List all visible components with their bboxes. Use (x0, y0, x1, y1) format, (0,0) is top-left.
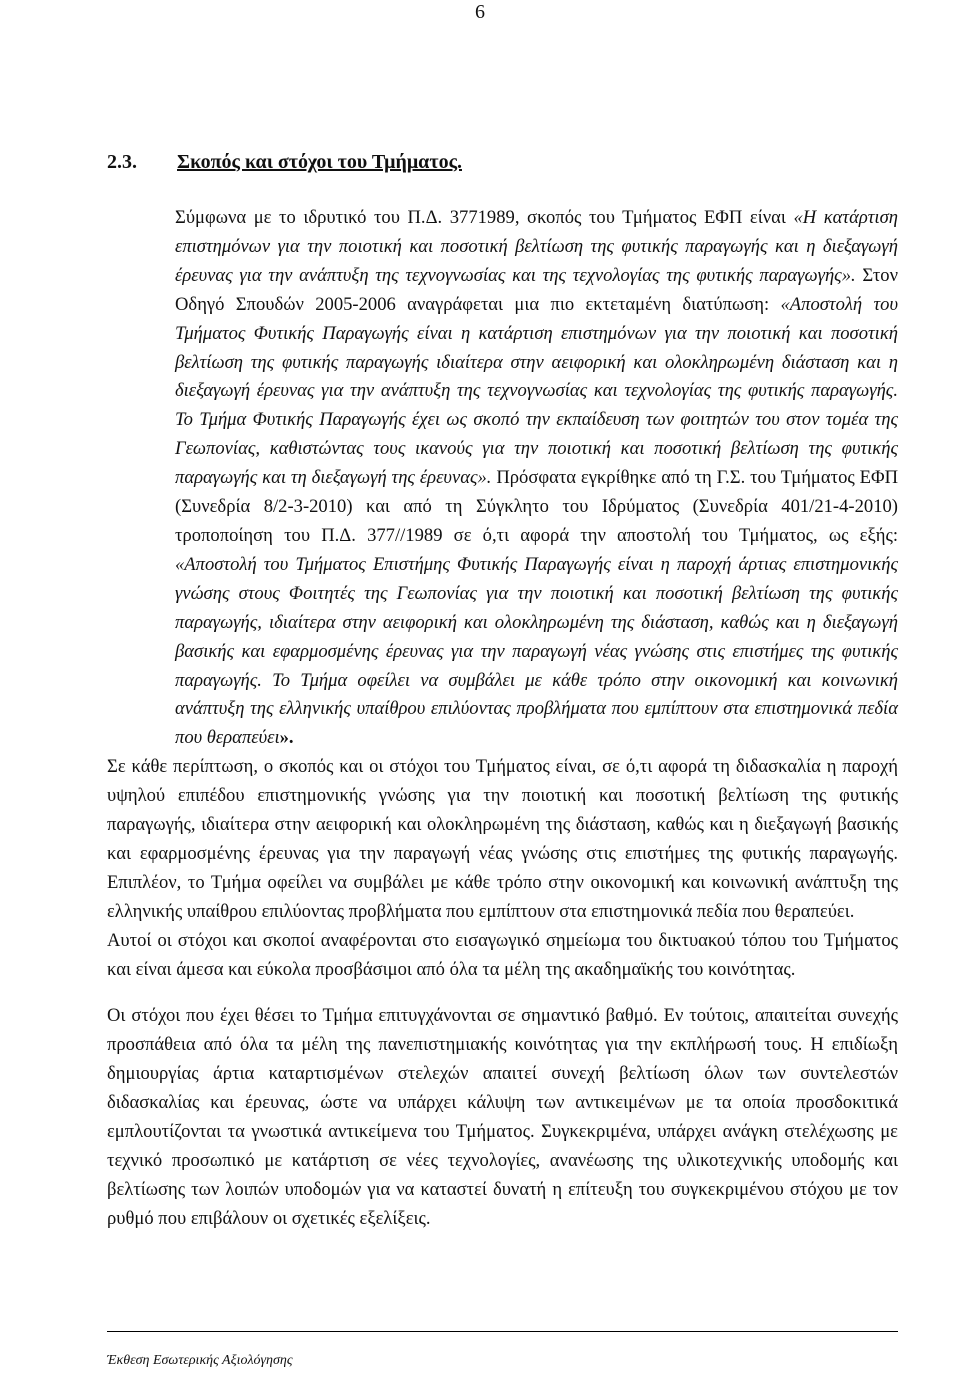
section-number: 2.3. (107, 151, 137, 173)
amendment-intro: Πρόσφατα εγκρίθηκε από τη Γ.Σ. του Τμήματος ΕΦΠ (Συνεδρία 8/2-3-2010) και από τη Σύγκλητο του Ιδρύματος (Συνεδρία 401/21-4-2010) τροποποίηση του Π.Δ. 377//1989 σε ό,τι αφορά την αποστολή του Τμήματος, ως εξής: (175, 467, 899, 546)
footer-divider (107, 1331, 898, 1332)
paragraph-achievement: Οι στόχοι που έχει θέσει το Τμήμα επιτυγχάνονται σε σημαντικό βαθμό. Εν τούτοις, απαιτείται συνεχής προσπάθεια από όλα τα μέλη της πανεπιστημιακής κοινότητας για την εκπλήρωσή τους. Η επιδίωξη δημιουργίας άρτια καταρτισμένων στελεχών απαιτεί συνεχή βελτίωση όλων των συντελεστών διδασκαλίας και έρευνας, ώστε να υπάρχει κάλυψη των αντικειμένων με τα οποία προσδοκιτικά εμπλουτίζονται τα γνωστικά αντικείμενα του Τμήματος. Συγκεκριμένα, υπάρχει ανάγκη στελέχωσης με τεχνικό προσωπικό με κατάρτιση σε νέες τεχνολογίες, ανανέωσης της υλικοτεχνικής υποδομής και βελτίωσης των λοιπών υποδομών για να καταστεί δυνατή η επίτευξη του συγκεκριμένου στόχου με τον ρυθμό που επιβάλουν οι σχετικές εξελίξεις. (107, 1005, 898, 1229)
section-title: Σκοπός και στόχοι του Τμήματος. (177, 151, 462, 173)
quote-closing: ». (279, 727, 294, 749)
study-guide-quote: «Αποστολή του Τμήματος Φυτικής Παραγωγής είναι η κατάρτιση επιστημόνων για την ποιοτική και ποσοτική βελτίωση της φυτικής παραγωγής ιδιαίτερα στην αειφορική και ολοκληρωμένη διάσταση και η διεξαγωγή έρευνας για την ανάπτυξη της τεχνογνωσίας και τεχνολογίας της φυτικής παραγωγής. Το Τμήμα Φυτικής Παραγωγής έχει ως σκοπό την εκπαίδευση των φοιτητών του στον τομέα της Γεωπονίας, καθιστώντας τους ικανούς για την ποιοτική και ποσοτική βελτίωση της φυτικής παραγωγής και τη διεξαγωγή της έρευνας». (175, 293, 898, 489)
paragraph-mission (107, 204, 898, 753)
page-footer: Έκθεση Εσωτερικής Αξιολόγησης (107, 1353, 293, 1368)
body-text (107, 204, 898, 1234)
founding-decree-quote: «Η κατάρτιση επιστημόνων για την ποιοτική και ποσοτική βελτίωση της φυτικής παραγωγής και η διεξαγωγή έρευνας για την ανάπτυξη της τεχνογνωσίας και της τεχνολογίας της φυτικής παραγωγής». (175, 207, 898, 286)
study-guide-intro: Στον Οδηγό Σπουδών 2005-2006 αναγράφεται μια πιο εκτεταμένη διατύπωση: (175, 264, 899, 315)
paragraph-goals: Σε κάθε περίπτωση, ο σκοπός και οι στόχοι του Τμήματος είναι, σε ό,τι αφορά τη διδασκαλία η παροχή υψηλού επιπέδου επιστημονικής γνώσης για την ποιοτική και ποσοτική βελτίωση της φυτικής παραγωγής, ιδιαίτερα στην αειφορική και ολοκληρωμένη της διάσταση, καθώς και η διεξαγωγή βασικής και εφαρμοσμένης έρευνας για την παραγωγή νέας γνώσης στις επιστήμες της φυτικής παραγωγής. Επιπλέον, το Τμήμα οφείλει να συμβάλει με κάθε τρόπο στην οικονομική και κοινωνική ανάπτυξη της ελληνικής υπαίθρου επιλύοντας προβλήματα που εμπίπτουν στα επιστημονικά πεδία που θεραπεύει. (107, 756, 898, 922)
page-number: 6 (475, 1, 485, 23)
paragraph-website: Αυτοί οι στόχοι και σκοποί αναφέρονται στο εισαγωγικό σημείωμα του δικτυακού τόπου του Τμήματος και είναι άμεσα και εύκολα προσβάσιμοι από όλα τα μέλη της ακαδημαϊκής του κοινότητας. (107, 929, 898, 980)
section-heading (107, 149, 462, 175)
paragraph-lead: Σύμφωνα με το ιδρυτικό του Π.Δ. 3771989, σκοπός του Τμήματος ΕΦΠ είναι (175, 207, 794, 228)
paragraph-spacer (107, 984, 898, 1002)
amended-mission-quote: «Αποστολή του Τμήματος Επιστήμης Φυτικής Παραγωγής είναι η παροχή άρτιας επιστημονικής γνώσης στους Φοιτητές της Γεωπονίας για την ποιοτική και ποσοτική βελτίωση της φυτικής παραγωγής, ιδιαίτερα στην αειφορική και ολοκληρωμένη της διάσταση, καθώς και η διεξαγωγή βασικής και εφαρμοσμένης έρευνας για την παραγωγή νέας γνώσης στις επιστήμες της φυτικής παραγωγής. Το Τμήμα οφείλει να συμβάλει με κάθε τρόπο στην οικονομική και κοινωνική ανάπτυξη της ελληνικής υπαίθρου επιλύοντας προβλήματα που εμπίπτουν στα επιστημονικά πεδία που θεραπεύει (175, 553, 898, 749)
